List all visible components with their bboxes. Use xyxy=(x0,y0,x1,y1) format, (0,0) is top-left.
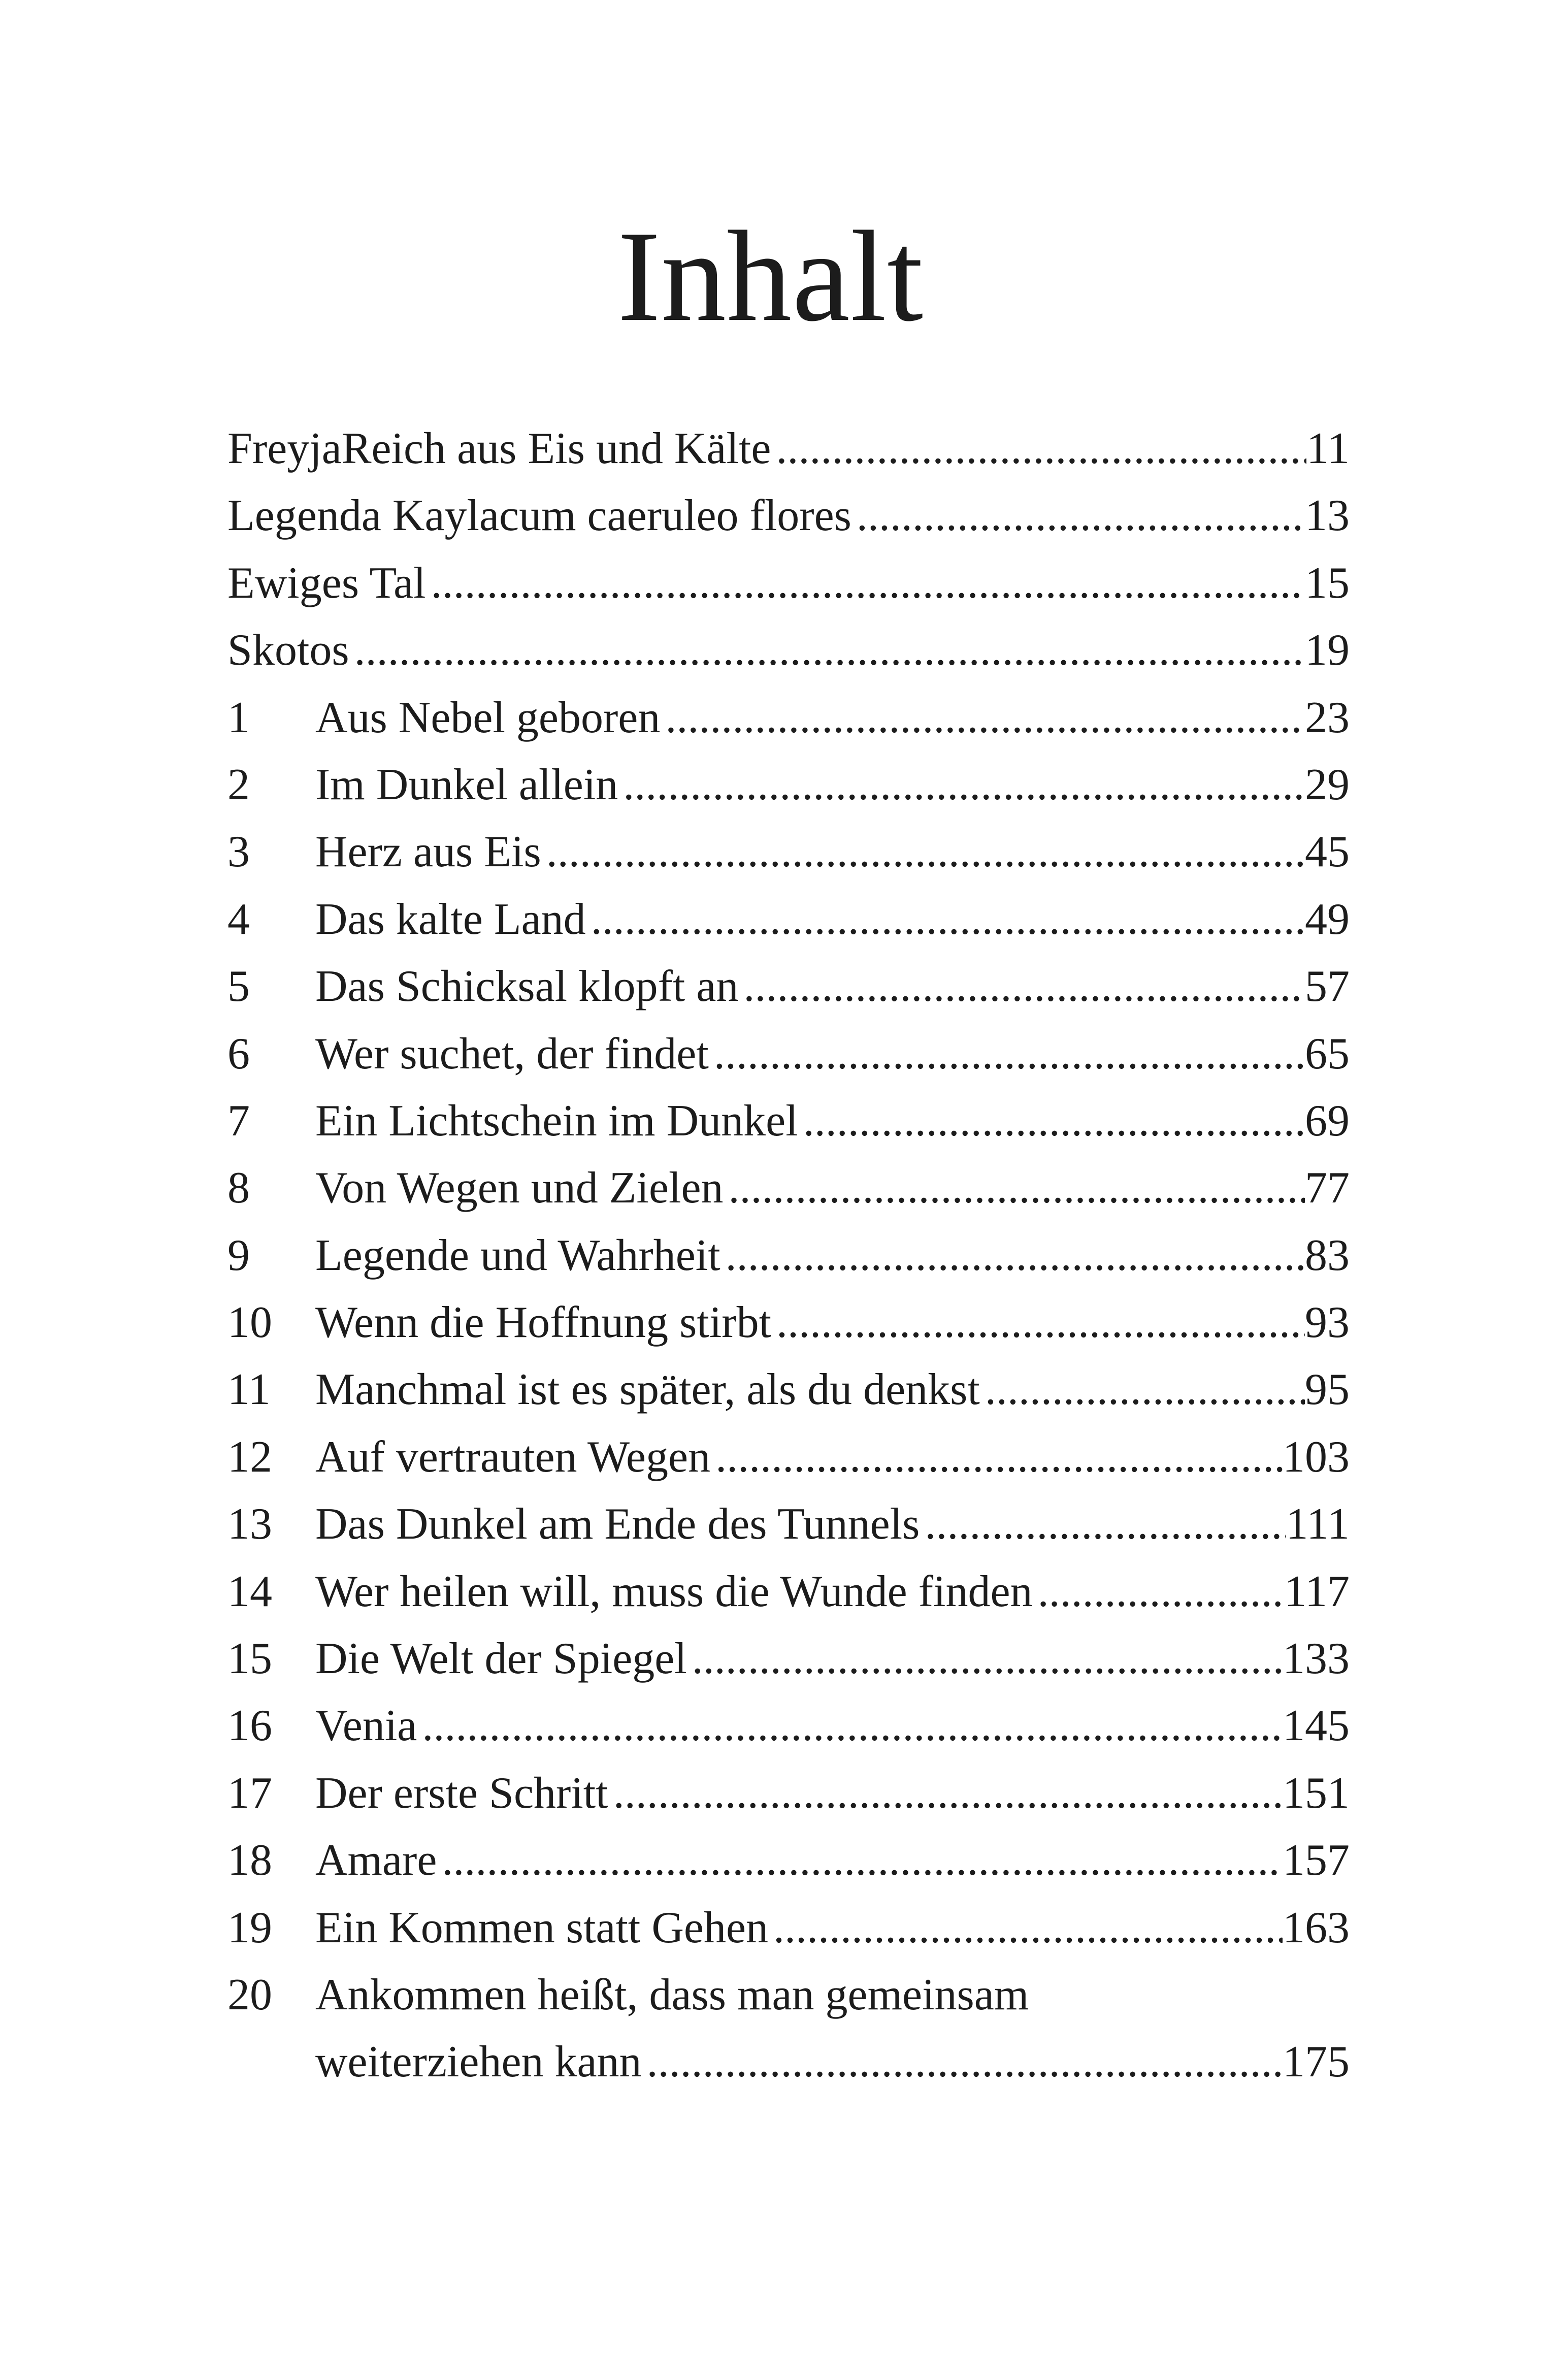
dot-leader xyxy=(618,752,1305,819)
toc-entry xyxy=(227,752,1350,819)
dot-leader xyxy=(710,1424,1283,1491)
toc-entry xyxy=(227,2029,1350,2096)
toc-entry xyxy=(227,819,1350,886)
dot-leader xyxy=(1033,1558,1285,1625)
chapter-number: 10 xyxy=(227,1298,272,1348)
chapter-title: Wer heilen will, muss die Wunde finden xyxy=(315,1567,1033,1616)
page-number: 117 xyxy=(1284,1567,1350,1616)
page-number: 65 xyxy=(1305,1029,1350,1079)
dot-leader xyxy=(920,1491,1286,1558)
chapter-title: Der erste Schritt xyxy=(315,1768,608,1818)
dot-leader xyxy=(851,482,1305,549)
chapter-number: 3 xyxy=(227,827,250,877)
page-number: 133 xyxy=(1283,1634,1350,1684)
chapter-title: Auf vertrauten Wegen xyxy=(315,1432,711,1482)
chapter-number: 16 xyxy=(227,1701,272,1751)
toc-entry xyxy=(227,1558,1350,1625)
page-number: 29 xyxy=(1305,760,1350,809)
chapter-number: 8 xyxy=(227,1163,250,1213)
chapter-number: 14 xyxy=(227,1567,272,1616)
dot-leader xyxy=(437,1827,1283,1894)
dot-leader xyxy=(426,550,1305,617)
toc-entry xyxy=(227,550,1350,617)
chapter-number: 7 xyxy=(227,1096,250,1146)
chapter-number: 6 xyxy=(227,1029,250,1079)
chapter-title: Ankommen heißt, dass man gemeinsam xyxy=(315,1970,1029,2019)
toc-entry xyxy=(227,617,1350,684)
dot-leader xyxy=(980,1356,1305,1423)
page-number: 175 xyxy=(1283,2037,1350,2087)
toc-entry xyxy=(227,1222,1350,1289)
chapter-title: Wenn die Hoffnung stirbt xyxy=(315,1298,772,1348)
chapter-title: Skotos xyxy=(227,626,349,675)
chapter-title: Wer suchet, der findet xyxy=(315,1029,709,1079)
chapter-number: 1 xyxy=(227,693,250,742)
chapter-title: Ein Kommen statt Gehen xyxy=(315,1903,769,1952)
chapter-number: 11 xyxy=(227,1365,271,1415)
page-number: 145 xyxy=(1283,1701,1350,1751)
page-number: 45 xyxy=(1305,827,1350,877)
dot-leader xyxy=(720,1222,1305,1289)
dot-leader xyxy=(642,2029,1283,2096)
chapter-number: 20 xyxy=(227,1970,272,2019)
toc-entry xyxy=(227,1625,1350,1692)
dot-leader xyxy=(541,819,1305,886)
toc-entry xyxy=(227,1356,1350,1423)
page-number: 111 xyxy=(1286,1499,1350,1549)
toc-entry xyxy=(227,1021,1350,1088)
chapter-title: Herz aus Eis xyxy=(315,827,541,877)
toc-entry xyxy=(227,1424,1350,1491)
toc-entry xyxy=(227,1760,1350,1827)
page-number: 163 xyxy=(1283,1903,1350,1952)
page-number: 93 xyxy=(1305,1298,1350,1348)
chapter-number: 15 xyxy=(227,1634,272,1684)
chapter-title: weiterziehen kann xyxy=(315,2037,642,2087)
chapter-number: 12 xyxy=(227,1432,272,1482)
page-number: 57 xyxy=(1305,962,1350,1012)
page-number: 15 xyxy=(1305,558,1350,608)
chapter-number: 2 xyxy=(227,760,250,809)
toc-entry xyxy=(227,886,1350,953)
dot-leader xyxy=(798,1088,1305,1155)
page-number: 13 xyxy=(1305,491,1350,541)
toc-entry xyxy=(227,1962,1350,2029)
toc-entry xyxy=(227,1895,1350,1962)
chapter-title: Im Dunkel allein xyxy=(315,760,618,809)
page-number: 77 xyxy=(1305,1163,1350,1213)
page-number: 95 xyxy=(1305,1365,1350,1415)
page-number: 103 xyxy=(1283,1432,1350,1482)
chapter-title: Ewiges Tal xyxy=(227,558,426,608)
chapter-number: 18 xyxy=(227,1836,272,1885)
dot-leader xyxy=(709,1021,1305,1088)
dot-leader xyxy=(586,886,1305,953)
chapter-title: Venia xyxy=(315,1701,417,1751)
page-number: 49 xyxy=(1305,894,1350,944)
chapter-number: 13 xyxy=(227,1499,272,1549)
page-number: 157 xyxy=(1283,1836,1350,1885)
chapter-title: Das kalte Land xyxy=(315,894,586,944)
dot-leader xyxy=(687,1625,1283,1692)
chapter-title: Die Welt der Spiegel xyxy=(315,1634,687,1684)
chapter-title: Das Schicksal klopft an xyxy=(315,962,739,1012)
chapter-title: FreyjaReich aus Eis und Kälte xyxy=(227,424,771,473)
toc-entry xyxy=(227,1827,1350,1894)
chapter-title: Legende und Wahrheit xyxy=(315,1230,720,1280)
dot-leader xyxy=(724,1155,1305,1222)
chapter-title: Ein Lichtschein im Dunkel xyxy=(315,1096,798,1146)
dot-leader xyxy=(608,1760,1283,1827)
chapter-number: 5 xyxy=(227,962,250,1012)
dot-leader xyxy=(768,1895,1283,1962)
toc-entry xyxy=(227,1155,1350,1222)
toc-entry xyxy=(227,1088,1350,1155)
toc-entry xyxy=(227,1692,1350,1759)
toc-entry xyxy=(227,1289,1350,1356)
page-number: 69 xyxy=(1305,1096,1350,1146)
page-title: Inhalt xyxy=(617,205,924,348)
chapter-number: 4 xyxy=(227,894,250,944)
dot-leader xyxy=(660,684,1305,752)
chapter-title: Legenda Kaylacum caeruleo flores xyxy=(227,491,851,541)
toc-entry xyxy=(227,415,1350,482)
dot-leader xyxy=(771,1289,1305,1356)
page-number: 23 xyxy=(1305,693,1350,742)
dot-leader xyxy=(417,1692,1283,1759)
page-number: 83 xyxy=(1305,1230,1350,1280)
table-of-contents xyxy=(227,415,1350,2096)
chapter-number: 9 xyxy=(227,1230,250,1280)
chapter-title: Aus Nebel geboren xyxy=(315,693,661,742)
page-number: 151 xyxy=(1283,1768,1350,1818)
toc-entry xyxy=(227,482,1350,549)
chapter-title: Amare xyxy=(315,1836,437,1885)
chapter-number: 17 xyxy=(227,1768,272,1818)
toc-entry xyxy=(227,684,1350,752)
chapter-number: 19 xyxy=(227,1903,272,1952)
dot-leader xyxy=(771,415,1306,482)
toc-entry xyxy=(227,1491,1350,1558)
dot-leader xyxy=(349,617,1305,684)
chapter-title: Manchmal ist es später, als du denkst xyxy=(315,1365,980,1415)
toc-entry xyxy=(227,953,1350,1020)
chapter-title: Von Wegen und Zielen xyxy=(315,1163,724,1213)
page-number: 19 xyxy=(1305,626,1350,675)
page-number: 11 xyxy=(1306,424,1350,473)
dot-leader xyxy=(738,953,1305,1020)
chapter-title: Das Dunkel am Ende des Tunnels xyxy=(315,1499,920,1549)
